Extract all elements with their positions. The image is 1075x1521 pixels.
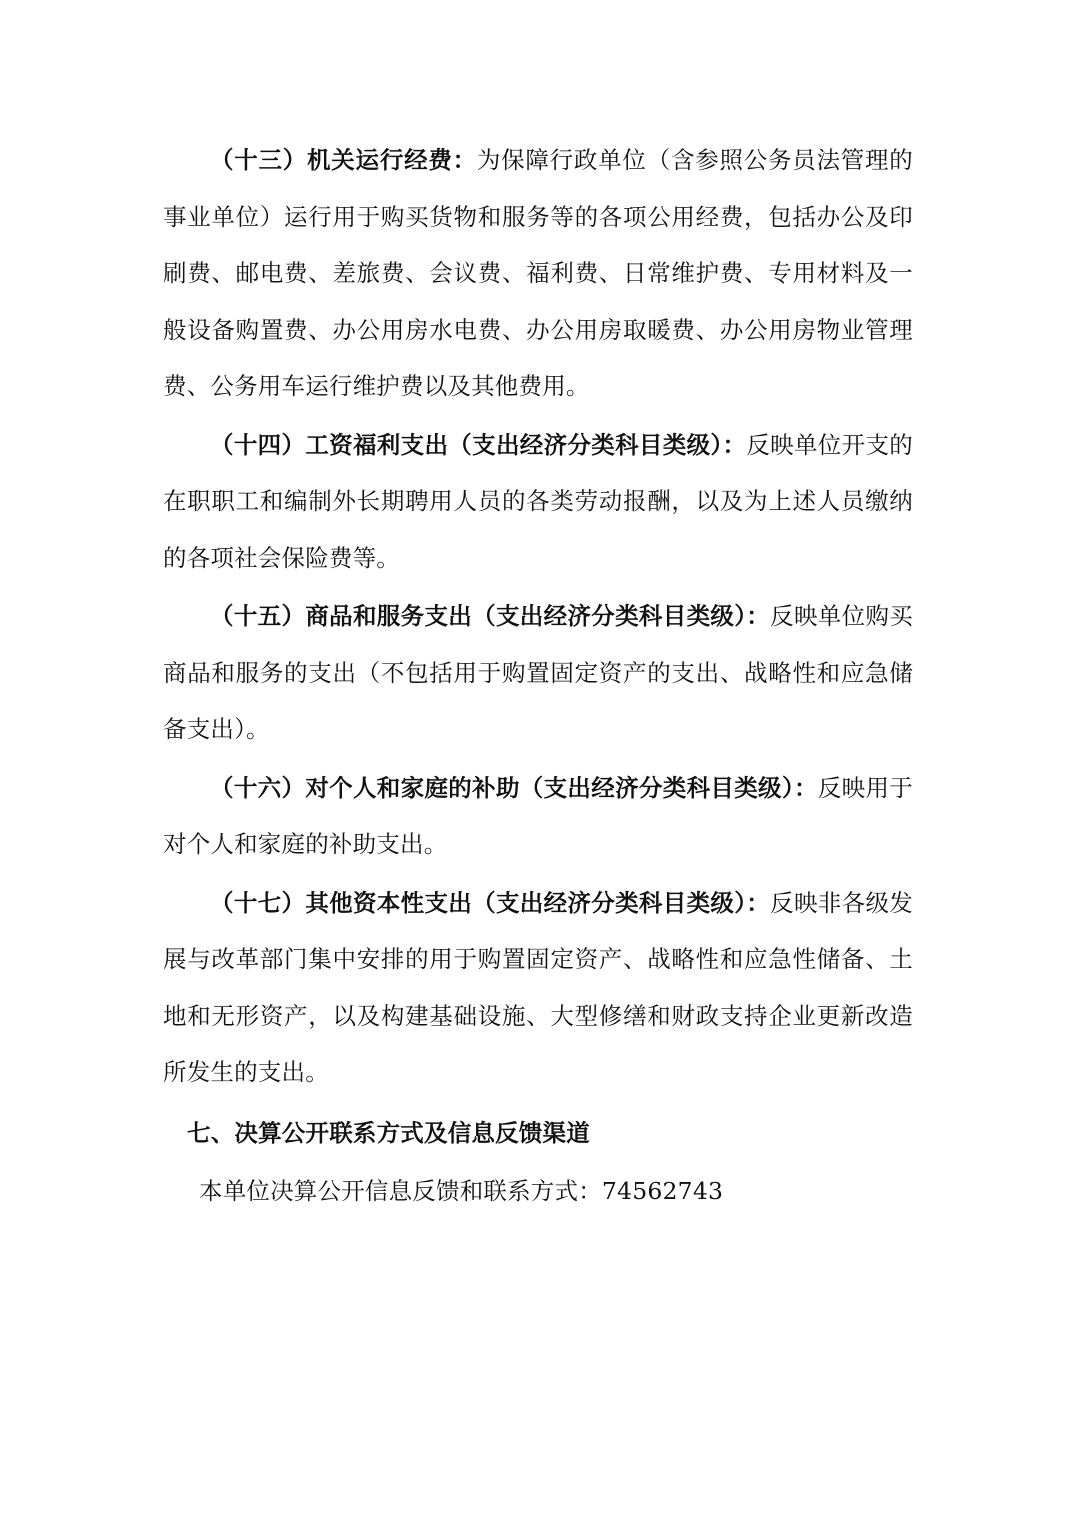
term-definition: 为保障行政单位（含参照公务员法管理的事业单位）运行用于购买货物和服务等的各项公用经费，包括办公及印刷费、邮电费、差旅费、会议费、福利费、日常维护费、专用材料及一般设备购置费、办公用房水电费、办公用房取暖费、办公用房物业管理费、公务用车运行维护费以及其他费用。 (163, 146, 913, 400)
document-body (163, 132, 913, 1221)
paragraph-item-15 (163, 588, 913, 758)
term-definition: 反映单位购买商品和服务的支出（不包括用于购置固定资产的支出、战略性和应急储备支出）。 (163, 602, 913, 743)
term-definition: 反映单位开支的在职职工和编制外长期聘用人员的各类劳动报酬，以及为上述人员缴纳的各项社会保险费等。 (163, 430, 913, 572)
term-label: （十七）其他资本性支出（支出经济分类科目类级）： (210, 888, 771, 917)
paragraph-item-16 (163, 760, 913, 873)
contact-phone: 74562743 (601, 1177, 724, 1205)
term-label: （十五）商品和服务支出（支出经济分类科目类级）： (210, 602, 771, 630)
contact-line (163, 1161, 913, 1221)
term-label: （十六）对个人和家庭的补助（支出经济分类科目类级）： (210, 773, 818, 802)
contact-label: 本单位决算公开信息反馈和联系方式： (199, 1177, 602, 1205)
section-heading: 七、决算公开联系方式及信息反馈渠道 (187, 1118, 590, 1147)
paragraph-item-17 (163, 875, 913, 1101)
term-label: （十四）工资福利支出（支出经济分类科目类级）： (210, 430, 747, 459)
term-label: （十三）机关运行经费： (210, 146, 477, 174)
term-definition: 反映非各级发展与改革部门集中安排的用于购置固定资产、战略性和应急性储备、土地和无形资产，以及构建基础设施、大型修缮和财政支持企业更新改造所发生的支出。 (163, 888, 913, 1086)
paragraph-item-13 (163, 132, 913, 415)
paragraph-item-14 (163, 417, 913, 587)
term-definition: 反映用于对个人和家庭的补助支出。 (163, 773, 913, 858)
